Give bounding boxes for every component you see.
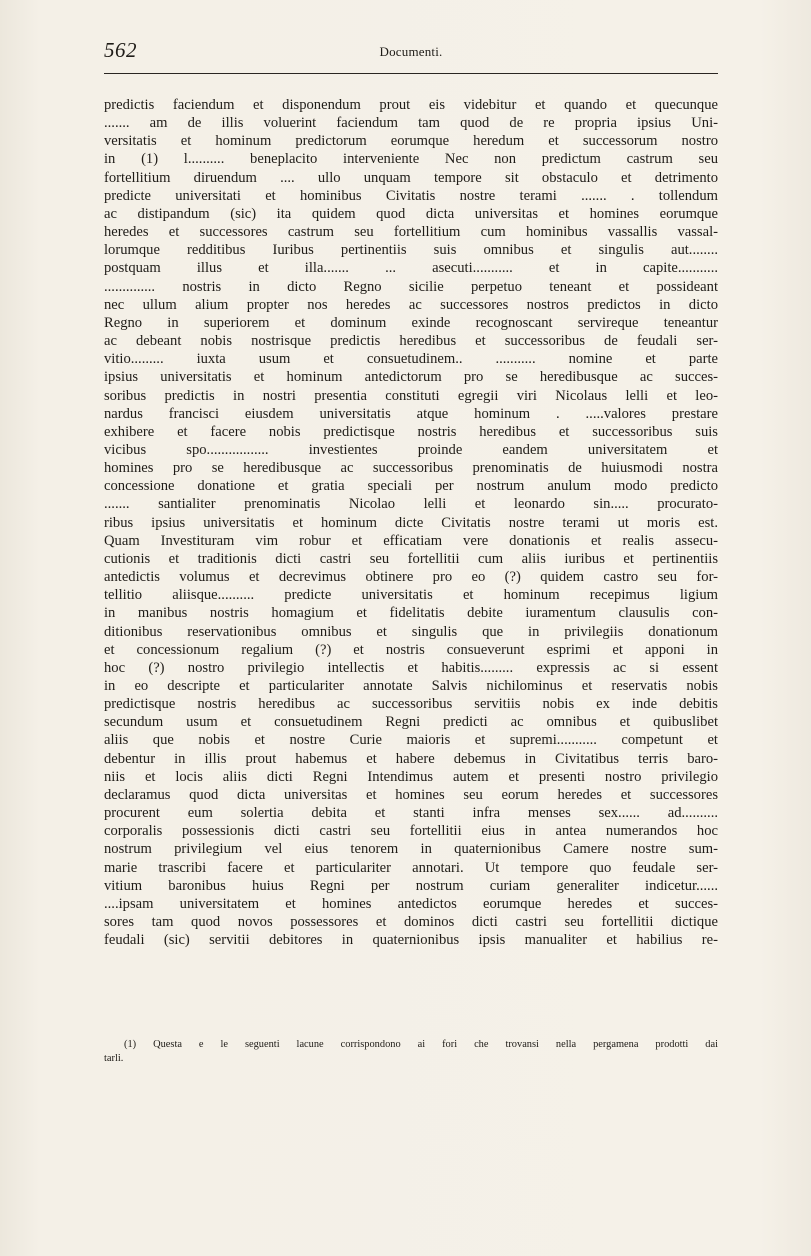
text-line: procurent eum solertia debita et stanti infra menses sex...... ad.......... (104, 805, 718, 822)
text-line: exhibere et facere nobis predictisque nostris heredibus et successoribus suis (104, 423, 718, 440)
running-title: Documenti. (379, 44, 443, 59)
text-line: antedictis volumus et decrevimus obtinere pro eo (?) quidem castro seu for- (104, 569, 718, 586)
text-line: declaramus quod dicta universitas et homines seu eorum heredes et successores (104, 786, 718, 803)
text-line: in manibus nostris homagium et fidelitatis debite iuramentum clausulis con- (104, 605, 718, 622)
text-line: ac distipandum (sic) ita quidem quod dicta universitas et homines eorumque (104, 205, 718, 222)
text-line: ditionibus reservationibus omnibus et singulis que in privilegiis donationum (104, 623, 718, 640)
footnote-line: (1) Questa e le seguenti lacune corrispondono ai fori che trovansi nella pergamena prodotti dai (124, 1039, 718, 1050)
text-line: ....... am de illis voluerint faciendum tam quod de re propria ipsius Uni- (104, 115, 718, 132)
text-line: postquam illus et illa....... ... asecuti........... et in capite........... (104, 260, 718, 277)
text-line: concessione donatione et gratia speciali per nostrum anulum modo predicto (104, 478, 718, 495)
text-line: Quam Investituram vim robur et efficatiam vere donationis et realis assecu- (104, 532, 718, 549)
text-line: .............. nostris in dicto Regno sicilie perpetuo teneant et possideant (104, 278, 718, 295)
text-line: nec ullum alium propter nos heredes ac successores nostros predictos in dicto (104, 296, 718, 313)
text-line: sores tam quod novos possessores et dominos dicti castri seu fortellitii dictique (104, 914, 718, 931)
text-line: homines pro se heredibusque ac successoribus prenominatis de huiusmodi nostra (104, 460, 718, 477)
text-line: secundum usum et consuetudinem Regni predicti ac omnibus et quibuslibet (104, 714, 718, 731)
text-line: in eo descripte et particulariter annotate Salvis nichilominus et reservatis nobis (104, 678, 718, 694)
text-line: versitatis et hominum predictorum eorumque heredum et successorum nostro (104, 133, 718, 150)
header-rule (104, 73, 718, 74)
text-line: heredes et successores castrum seu fortellitium cum hominibus vassallis vassal- (104, 224, 718, 241)
text-line: niis et locis aliis dicti Regni Intendimus autem et presenti nostro privilegio (104, 768, 718, 785)
text-line: nostrum privilegium vel eius tenorem in quaternionibus Camere nostre sum- (104, 841, 718, 858)
text-line: feudali (sic) servitii debitores in quaternionibus ipsis manualiter et habilius re- (104, 932, 718, 949)
page-number: 562 (104, 38, 137, 62)
text-line: cutionis et traditionis dicti castri seu fortellitii cum aliis iuribus et pertinentiis (104, 550, 718, 567)
text-line: et concessionum regalium (?) et nostris consueverunt esprimi et apponi in (104, 641, 718, 658)
body-text (104, 96, 718, 949)
text-line: predictisque nostris heredibus ac successoribus servitiis nobis ex inde debitis (104, 696, 718, 713)
page-header (104, 36, 718, 72)
text-line: corporalis possessionis dicti castri seu fortellitii eius in antea numerandos hoc (104, 823, 718, 840)
text-line: predicte universitati et hominibus Civitatis nostre terami ....... . tollendum (104, 187, 718, 204)
text-line: vitio......... iuxta usum et consuetudinem.. ........... nomine et parte (104, 351, 718, 368)
footnote-line: tarli. (104, 1053, 124, 1064)
text-line: debentur in illis prout habemus et habere debemus in Civitatibus terris baro- (104, 750, 718, 767)
text-line: marie trascribi facere et particulariter annotari. Ut tempore quo feudale ser- (104, 859, 718, 876)
text-line: ipsius universitatis et hominum antedictorum pro se heredibusque ac succes- (104, 369, 718, 386)
text-line: vicibus spo................. investientes proinde eandem universitatem et (104, 441, 718, 458)
text-line: nardus francisci eiusdem universitatis atque hominum . .....valores prestare (104, 405, 718, 422)
text-line: in (1) l.......... beneplacito interveniente Nec non predictum castrum seu (104, 151, 718, 168)
text-line: soribus predictis in nostri presentia constituti egregii viri Nicolaus lelli et leo- (104, 387, 718, 404)
text-line: aliis que nobis et nostre Curie maioris et supremi........... competunt et (104, 732, 718, 749)
footnote (104, 1038, 718, 1066)
text-line: ....... santialiter prenominatis Nicolao lelli et leonardo sin..... procurato- (104, 496, 718, 513)
text-line: predictis faciendum et disponendum prout eis videbitur et quando et quecunque (104, 97, 718, 113)
text-line: lorumque redditibus Iuribus pertinentiis suis omnibus et singulis aut........ (104, 242, 718, 259)
text-line: ribus ipsius universitatis et hominum dicte Civitatis nostre terami ut moris est. (104, 514, 718, 531)
text-line: tellitio aliisque.......... predicte universitatis et hominum recepimus ligium (104, 587, 718, 604)
text-line: Regno in superiorem et dominum exinde recognoscant servireque teneantur (104, 314, 718, 331)
text-line: hoc (?) nostro privilegio intellectis et habitis......... expressis ac si essent (104, 659, 718, 676)
text-line: ....ipsam universitatem et homines antedictos eorumque heredes et succes- (104, 895, 718, 912)
text-line: ac debeant nobis nostrisque predictis heredibus et successoribus de feudali ser- (104, 333, 718, 350)
text-line: fortellitium diruendum .... ullo unquam tempore sit obstaculo et detrimento (104, 169, 718, 186)
text-line: vitium baronibus huius Regni per nostrum curiam generaliter indicetur...... (104, 877, 718, 894)
